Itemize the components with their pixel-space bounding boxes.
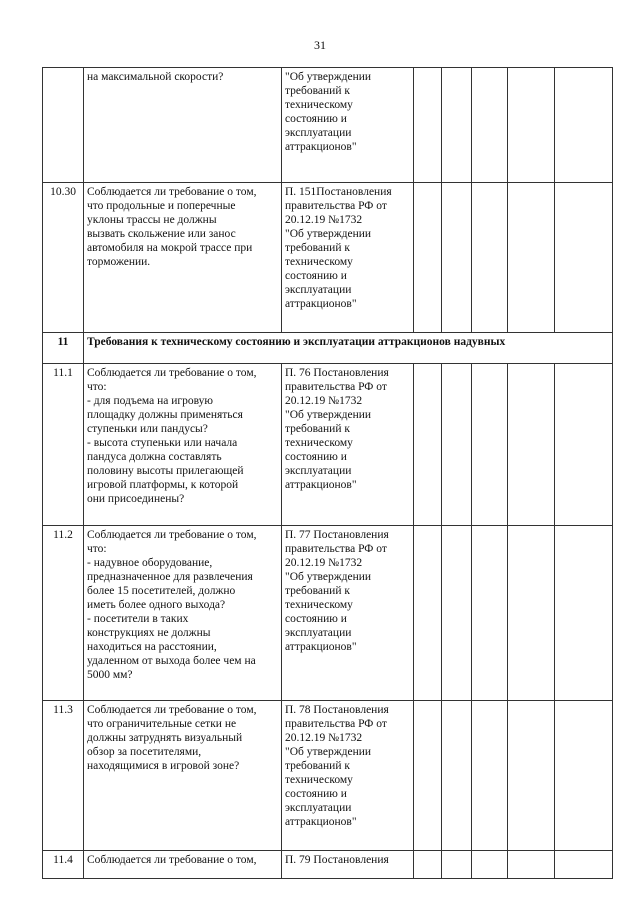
answer-cell[interactable] xyxy=(414,364,442,526)
table-row xyxy=(43,526,613,701)
table-row xyxy=(43,701,613,851)
answer-cell[interactable] xyxy=(555,364,613,526)
reference-cell xyxy=(282,526,414,701)
answer-cell[interactable] xyxy=(508,701,555,851)
question-line: - высота ступеньки или начала xyxy=(87,437,238,449)
reference-line: правительства РФ от xyxy=(285,200,387,212)
answer-cell[interactable] xyxy=(442,68,472,183)
question-line: на максимальной скорости? xyxy=(87,71,224,83)
answer-cell[interactable] xyxy=(472,701,508,851)
reference-line: состоянию и xyxy=(285,451,347,463)
reference-line: состоянию и xyxy=(285,613,347,625)
answer-cell[interactable] xyxy=(472,364,508,526)
answer-cell[interactable] xyxy=(555,68,613,183)
answer-cell[interactable] xyxy=(555,701,613,851)
question-line: что: xyxy=(87,543,107,555)
question-line: Соблюдается ли требование о том, xyxy=(87,186,257,198)
item-number: 11.1 xyxy=(43,364,84,526)
item-number: 11.2 xyxy=(43,526,84,701)
answer-cell[interactable] xyxy=(555,526,613,701)
answer-cell[interactable] xyxy=(555,183,613,333)
section-number: 11 xyxy=(43,333,84,364)
question-line: Соблюдается ли требование о том, xyxy=(87,367,257,379)
reference-cell xyxy=(282,183,414,333)
section-title: Требования к техническому состоянию и эксплуатации аттракционов надувных xyxy=(84,333,613,364)
reference-line: эксплуатации xyxy=(285,465,352,477)
question-line: - надувное оборудование, xyxy=(87,557,213,569)
question-line: - посетители в таких xyxy=(87,613,189,625)
answer-cell[interactable] xyxy=(508,851,555,879)
checklist-table xyxy=(42,67,613,879)
answer-cell[interactable] xyxy=(414,183,442,333)
item-number: 11.3 xyxy=(43,701,84,851)
question-line: пандуса должна составлять xyxy=(87,451,222,463)
reference-line: П. 79 Постановления xyxy=(285,854,389,866)
question-cell xyxy=(84,701,282,851)
reference-line: П. 151Постановления xyxy=(285,186,392,198)
question-line: половину высоты прилегающей xyxy=(87,465,244,477)
question-line: 5000 мм? xyxy=(87,669,133,681)
section-row xyxy=(43,333,613,364)
reference-line: техническому xyxy=(285,256,353,268)
answer-cell[interactable] xyxy=(414,851,442,879)
question-line: должны затруднять визуальный xyxy=(87,732,243,744)
question-line: конструкциях не должны xyxy=(87,627,211,639)
reference-line: "Об утверждении xyxy=(285,746,372,758)
reference-line: "Об утверждении xyxy=(285,71,372,83)
question-line: игровой платформы, к которой xyxy=(87,479,239,491)
question-line: находящимися в игровой зоне? xyxy=(87,760,240,772)
reference-line: П. 76 Постановления xyxy=(285,367,389,379)
answer-cell[interactable] xyxy=(508,526,555,701)
answer-cell[interactable] xyxy=(442,701,472,851)
reference-line: техническому xyxy=(285,599,353,611)
question-line: что продольные и поперечные xyxy=(87,200,236,212)
reference-line: требований к xyxy=(285,423,350,435)
table-row xyxy=(43,68,613,183)
reference-line: правительства РФ от xyxy=(285,718,387,730)
reference-line: "Об утверждении xyxy=(285,571,372,583)
reference-line: требований к xyxy=(285,242,350,254)
question-cell xyxy=(84,364,282,526)
reference-line: эксплуатации xyxy=(285,127,352,139)
reference-line: аттракционов" xyxy=(285,141,357,153)
question-line: Соблюдается ли требование о том, xyxy=(87,529,257,541)
reference-line: правительства РФ от xyxy=(285,543,387,555)
reference-line: 20.12.19 №1732 xyxy=(285,395,363,407)
item-number: 11.4 xyxy=(43,851,84,879)
question-line: что ограничительные сетки не xyxy=(87,718,237,730)
question-line: что: xyxy=(87,381,107,393)
reference-line: требований к xyxy=(285,585,350,597)
answer-cell[interactable] xyxy=(472,183,508,333)
reference-line: состоянию и xyxy=(285,113,347,125)
question-line: торможении. xyxy=(87,256,151,268)
reference-line: П. 78 Постановления xyxy=(285,704,389,716)
question-cell xyxy=(84,526,282,701)
reference-line: эксплуатации xyxy=(285,284,352,296)
answer-cell[interactable] xyxy=(442,364,472,526)
table-row xyxy=(43,364,613,526)
answer-cell[interactable] xyxy=(414,68,442,183)
reference-cell xyxy=(282,851,414,879)
answer-cell[interactable] xyxy=(414,701,442,851)
table-row xyxy=(43,851,613,879)
answer-cell[interactable] xyxy=(414,526,442,701)
reference-cell xyxy=(282,701,414,851)
answer-cell[interactable] xyxy=(442,183,472,333)
question-line: предназначенное для развлечения xyxy=(87,571,253,583)
answer-cell[interactable] xyxy=(472,851,508,879)
answer-cell[interactable] xyxy=(508,68,555,183)
question-line: удаленном от выхода более чем на xyxy=(87,655,256,667)
question-line: Соблюдается ли требование о том, xyxy=(87,854,257,866)
reference-line: техническому xyxy=(285,437,353,449)
reference-line: аттракционов" xyxy=(285,479,357,491)
question-line: находиться на расстоянии, xyxy=(87,641,217,653)
reference-line: аттракционов" xyxy=(285,298,357,310)
reference-line: эксплуатации xyxy=(285,802,352,814)
question-line: автомобиля на мокрой трассе при xyxy=(87,242,253,254)
question-line: площадку должны применяться xyxy=(87,409,243,421)
answer-cell[interactable] xyxy=(472,526,508,701)
item-number xyxy=(43,68,84,183)
answer-cell[interactable] xyxy=(472,68,508,183)
reference-line: 20.12.19 №1732 xyxy=(285,732,363,744)
reference-line: требований к xyxy=(285,760,350,772)
question-cell xyxy=(84,68,282,183)
reference-line: техническому xyxy=(285,99,353,111)
question-line: обзор за посетителями, xyxy=(87,746,202,758)
reference-line: состоянию и xyxy=(285,270,347,282)
reference-line: "Об утверждении xyxy=(285,228,372,240)
question-line: вызвать скольжение или занос xyxy=(87,228,236,240)
page-number: 31 xyxy=(314,38,326,52)
reference-cell xyxy=(282,68,414,183)
answer-cell[interactable] xyxy=(508,183,555,333)
question-line: ступеньки или пандусы? xyxy=(87,423,208,435)
question-cell xyxy=(84,851,282,879)
question-line: - для подъема на игровую xyxy=(87,395,213,407)
reference-cell xyxy=(282,364,414,526)
answer-cell[interactable] xyxy=(555,851,613,879)
question-line: они присоединены? xyxy=(87,493,185,505)
reference-line: техническому xyxy=(285,774,353,786)
reference-line: аттракционов" xyxy=(285,816,357,828)
question-line: более 15 посетителей, должно xyxy=(87,585,236,597)
question-line: Соблюдается ли требование о том, xyxy=(87,704,257,716)
reference-line: аттракционов" xyxy=(285,641,357,653)
reference-line: 20.12.19 №1732 xyxy=(285,557,363,569)
reference-line: "Об утверждении xyxy=(285,409,372,421)
reference-line: 20.12.19 №1732 xyxy=(285,214,363,226)
question-line: уклоны трассы не должны xyxy=(87,214,217,226)
question-line: иметь более одного выхода? xyxy=(87,599,226,611)
question-cell xyxy=(84,183,282,333)
reference-line: правительства РФ от xyxy=(285,381,387,393)
answer-cell[interactable] xyxy=(442,851,472,879)
item-number: 10.30 xyxy=(43,183,84,333)
answer-cell[interactable] xyxy=(508,364,555,526)
reference-line: П. 77 Постановления xyxy=(285,529,389,541)
reference-line: состоянию и xyxy=(285,788,347,800)
reference-line: требований к xyxy=(285,85,350,97)
reference-line: эксплуатации xyxy=(285,627,352,639)
answer-cell[interactable] xyxy=(442,526,472,701)
table-row xyxy=(43,183,613,333)
